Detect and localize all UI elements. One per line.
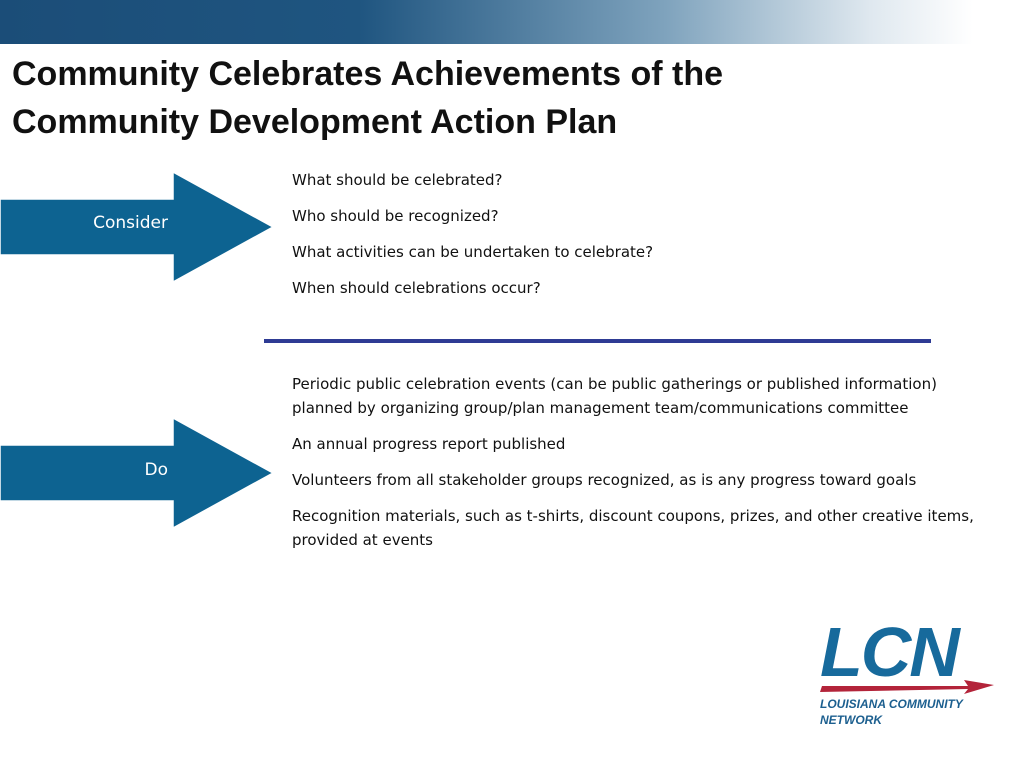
do-item: Periodic public celebration events (can be public gatherings or published information) planned by organizing group/plan management team/communications committee: [292, 375, 937, 417]
do-arrow: [0, 417, 276, 529]
consider-item: What activities can be undertaken to celebrate?: [292, 243, 654, 261]
header-gradient-bar: [0, 0, 1024, 44]
section-divider: [264, 339, 931, 343]
slide-title: [12, 50, 992, 146]
lcn-logo-text: [820, 696, 963, 728]
consider-item: When should celebrations occur?: [292, 279, 541, 297]
do-label: Do: [144, 460, 168, 480]
do-list: [292, 372, 982, 564]
do-item: An annual progress report published: [292, 435, 566, 453]
lcn-logo-line-2: NETWORK: [820, 713, 882, 727]
consider-list: [292, 168, 982, 312]
lcn-logo-letters: LCN: [820, 613, 958, 691]
do-item: Volunteers from all stakeholder groups recognized, as is any progress toward goals: [292, 471, 917, 489]
consider-item: Who should be recognized?: [292, 207, 499, 225]
consider-label: Consider: [93, 213, 168, 233]
consider-item: What should be celebrated?: [292, 171, 503, 189]
do-item: Recognition materials, such as t-shirts, discount coupons, prizes, and other creative items, provided at events: [292, 507, 974, 549]
slide-title-line-1: Community Celebrates Achievements of the: [12, 55, 724, 93]
lcn-logo: [818, 613, 998, 732]
lcn-logo-line-1: LOUISIANA COMMUNITY: [820, 697, 963, 711]
slide-title-line-2: Community Development Action Plan: [12, 103, 618, 141]
consider-arrow: [0, 171, 276, 283]
